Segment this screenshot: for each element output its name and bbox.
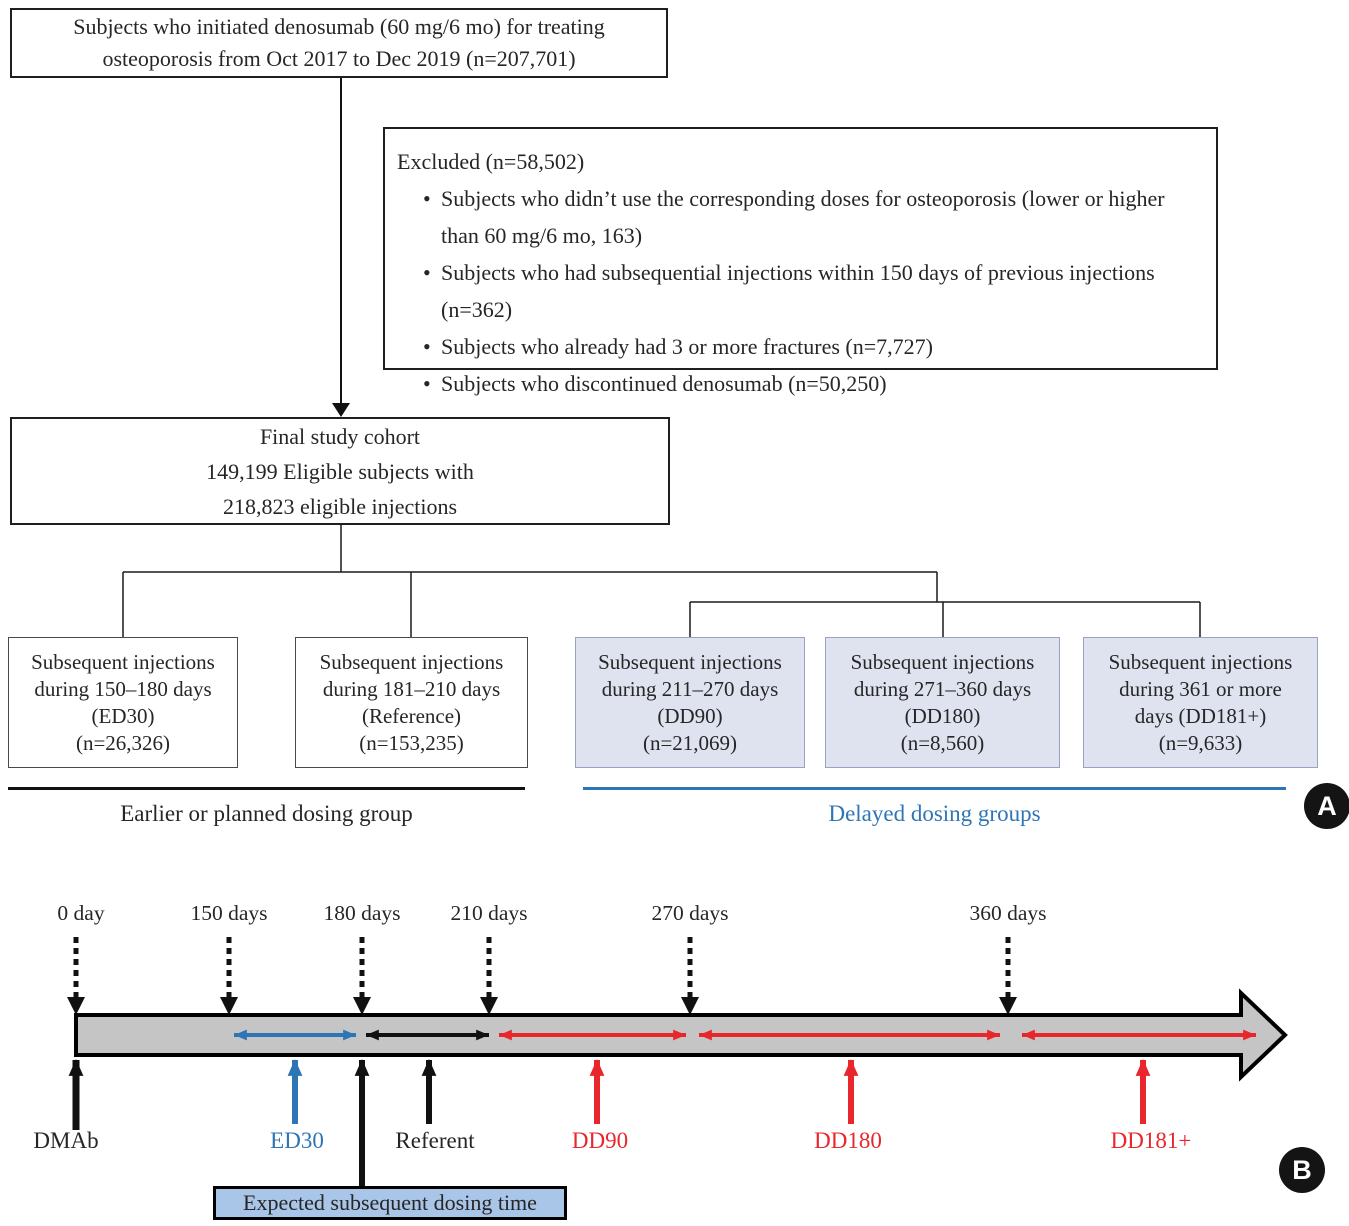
group-box-line: (n=21,069) [642,730,738,755]
excluded-bullet-3 [397,328,1202,365]
excluded-title: Excluded (n=58,502) [397,149,585,174]
flow-tree-connectors [123,525,1200,637]
day-label-270: 270 days [651,901,729,925]
group-box-line: (n=8,560) [900,730,985,755]
cohort-line-2: 149,199 Eligible subjects with [206,458,474,484]
group-box-ed30 [8,637,238,768]
group-box-dd181plus [1083,637,1318,768]
event-label-dd90: DD90 [571,1128,629,1153]
panel-b-badge: B [1279,1147,1325,1193]
initiation-box-line-1: Subjects who initiated denosumab (60 mg/6 mo) for treating [73,14,605,39]
delayed-group-label: Delayed dosing groups [828,801,1041,826]
group-box-line: (DD90) [657,703,723,728]
final-cohort-box [10,417,670,525]
group-box-line: (DD180) [904,703,981,728]
bullet-marker: • [423,371,431,396]
event-label-dd181: DD181+ [1110,1128,1192,1153]
excluded-bullet-4 [397,365,1202,402]
group-box-line: Subsequent injections [319,649,504,674]
panel-a-badge: A [1304,783,1349,829]
event-label-dd180: DD180 [814,1128,882,1153]
group-box-line: during 271–360 days [853,676,1032,701]
event-label-ed30: ED30 [270,1128,324,1153]
dashed-day-arrows [76,937,1008,997]
group-box-line: (ED30) [91,703,155,728]
excluded-bullet-text: Subjects who didn’t use the corresponding doses for osteoporosis (lower or higher than 60 mg/6 mo, 163) [441,186,1165,248]
event-arrows [76,1060,1143,1186]
expected-dosing-box [213,1186,567,1220]
dashed-day-arrowheads [67,997,1017,1015]
group-box-line: days (DD181+) [1134,703,1267,728]
earlier-group-label: Earlier or planned dosing group [120,801,413,826]
group-box-reference [295,637,528,768]
expected-dosing-label: Expected subsequent dosing time [243,1190,537,1215]
excluded-bullet-2 [397,254,1202,328]
bullet-marker: • [423,186,431,211]
cohort-line-1: Final study cohort [259,423,421,449]
group-box-line: (n=153,235) [359,730,464,755]
day-label-150: 150 days [190,901,268,925]
group-box-line: Subsequent injections [31,649,215,674]
day-label-360: 360 days [969,901,1047,925]
initiation-box-line-2: osteoporosis from Oct 2017 to Dec 2019 (n=207,701) [102,46,576,71]
cohort-line-3: 218,823 eligible injections [222,493,458,519]
event-label-dmab: DMAb [33,1128,99,1153]
excluded-box [383,127,1218,396]
initiation-box [10,8,668,78]
group-box-line: (n=9,633) [1158,730,1243,755]
excluded-bullet-text: Subjects who had subsequential injections within 150 days of previous injections (n=362) [441,260,1155,322]
group-box-line: during 361 or more [1119,676,1282,701]
earlier-group-underline [8,787,525,790]
day-label-210: 210 days [450,901,528,925]
group-box-line: (Reference) [361,703,462,728]
group-box-line: Subsequent injections [1108,649,1293,674]
group-box-line: during 150–180 days [34,676,212,701]
bullet-marker: • [423,260,431,285]
delayed-group-underline [583,787,1286,790]
day-label-0: 0 day [57,901,105,925]
event-label-referent: Referent [395,1128,475,1153]
group-box-line: (n=26,326) [75,730,171,755]
flow-down-arrow [332,78,350,417]
excluded-bullet-text: Subjects who already had 3 or more fractures (n=7,727) [441,334,933,359]
group-box-dd90 [575,637,805,768]
group-box-line: during 181–210 days [322,676,501,701]
day-label-180: 180 days [323,901,401,925]
excluded-bullet-1 [397,180,1202,254]
group-box-dd180 [825,637,1060,768]
bullet-marker: • [423,334,431,359]
group-box-line: during 211–270 days [601,676,779,701]
excluded-bullet-text: Subjects who discontinued denosumab (n=50,250) [441,371,887,396]
group-box-line: Subsequent injections [850,649,1035,674]
group-box-line: Subsequent injections [598,649,782,674]
